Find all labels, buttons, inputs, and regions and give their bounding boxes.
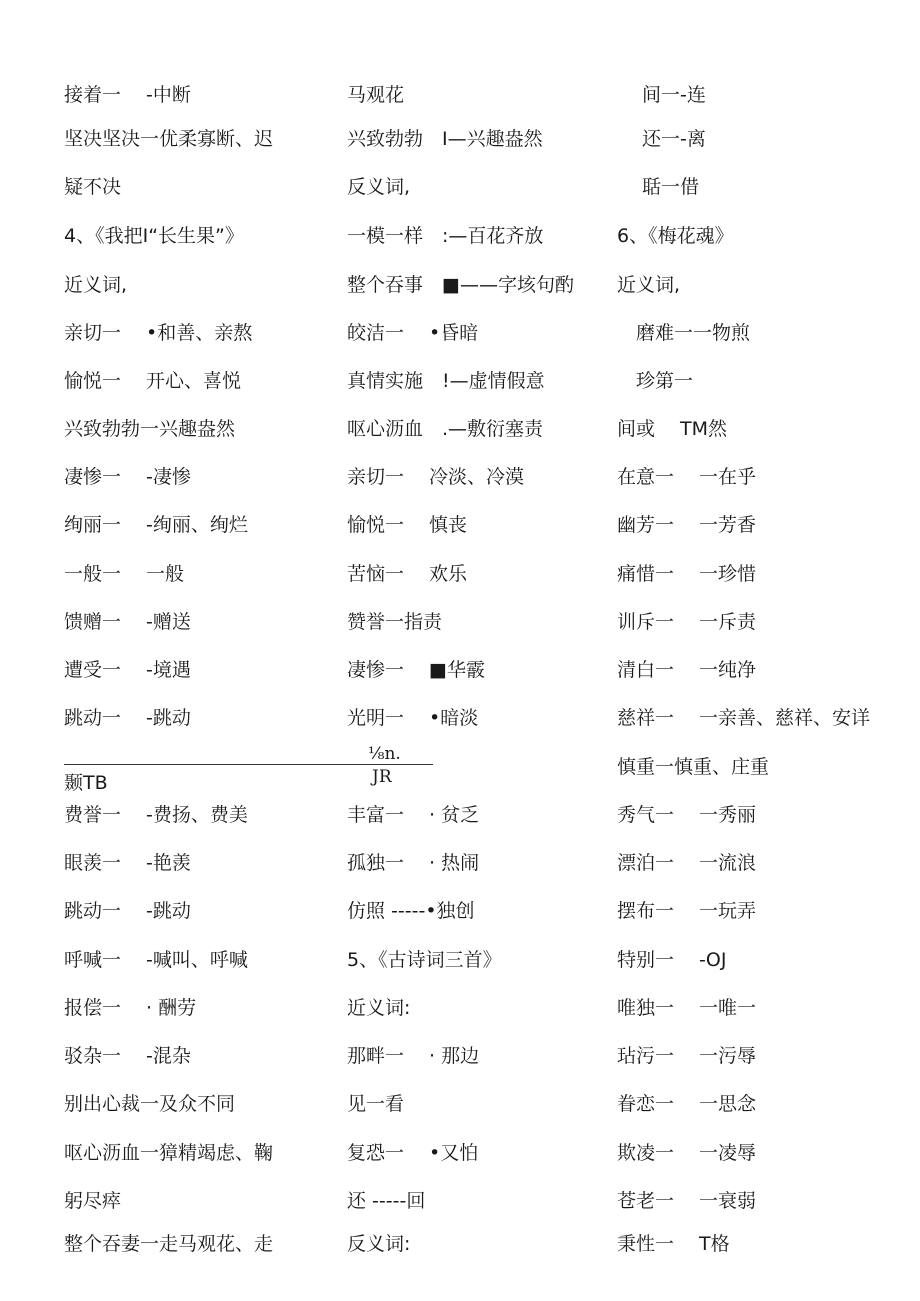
vocab-line: 愉悦一 慎丧 [347,514,468,536]
vocab-line: 还一-离 [617,128,706,150]
vocab-line: 愉悦一 开心、喜悦 [64,370,242,392]
vocab-line: 5、《古诗词三首》 [347,949,502,971]
vocab-line: 近义词: [347,997,411,1019]
vocab-line: 凄惨一 ■华霰 [347,659,485,681]
vocab-line: 见一看 [347,1093,405,1115]
vocab-line: 亲切一 冷淡、冷漠 [347,466,525,488]
vocab-line: 兴致勃勃一兴趣盎然 [64,418,236,440]
vocab-line: 疑不决 [64,176,122,198]
vocab-line: 整个吞事 ■——字垓句酌 [347,274,574,296]
vocab-line: 眷恋一 一思念 [617,1093,757,1115]
vocab-line: 近义词, [64,274,128,296]
vocab-line: 光明一 •暗淡 [347,707,479,729]
vocab-line: 接着一 -中断 [64,84,191,106]
vocab-line: 反义词, [347,176,411,198]
vocab-line: 坚决坚决一优柔寡断、迟 [64,128,274,150]
vocab-line: 清白一 一纯净 [617,659,757,681]
vocab-line: 4、《我把I“长生果”》 [64,225,244,247]
vocab-line: 一般一 一般 [64,563,185,585]
vocab-line: 摆布一 一玩弄 [617,900,757,922]
vocab-line: 报偿一 · 酬劳 [64,997,197,1019]
vocab-line: 仿照 -----•独创 [347,900,475,922]
vocab-line: 磨难一一物煎 [617,322,751,344]
vocab-line: 眼羡一 -艳羡 [64,852,191,874]
vocab-line: 聒一借 [617,176,700,198]
vocab-line: 近义词, [617,274,681,296]
vocab-line: 丰富一 · 贫乏 [347,804,480,826]
vocab-line: 皎洁一 •昏暗 [347,322,479,344]
vocab-line: 珍第一 [617,370,694,392]
vocab-line: 慈祥一 一亲善、慈祥、安详 [617,707,871,729]
vocab-line: 训斥一 一斥责 [617,611,757,633]
vocab-line: 跳动一 -跳动 [64,707,191,729]
stray-mark-1: ⅛n. [368,744,401,764]
vocab-line: 间或 TM然 [617,418,728,440]
vocab-line: 一模一样 :—百花齐放 [347,225,544,247]
vocab-line: 躬尽瘁 [64,1190,122,1212]
vocab-line: 费誉一 -费扬、费美 [64,804,248,826]
vocab-line: 秀气一 一秀丽 [617,804,757,826]
vocab-line: 幽芳一 一芳香 [617,514,757,536]
vocab-line: 兴致勃勃 I—兴趣盎然 [347,128,543,150]
horizontal-rule [64,764,433,765]
vocab-line: 赞誉一指责 [347,611,443,633]
vocab-line: 慎重一慎重、庄重 [617,756,770,778]
vocab-line: 跳动一 -跳动 [64,900,191,922]
vocab-line: 唯独一 一唯一 [617,997,757,1019]
vocab-line: 绚丽一 -绚丽、绚烂 [64,514,248,536]
vocab-line: 孤独一 · 热闹 [347,852,480,874]
vocab-line: 在意一 一在乎 [617,466,757,488]
vocab-line: 漂泊一 一流浪 [617,852,757,874]
vocab-line: 苍老一 一衰弱 [617,1190,757,1212]
vocab-line: 凄惨一 -凄惨 [64,466,191,488]
vocab-line: 马观花 [347,84,405,106]
vocab-line: 6、《梅花魂》 [617,225,734,247]
vocab-line: 苦恼一 欢乐 [347,563,468,585]
vocab-line: 欺凌一 一凌辱 [617,1142,757,1164]
vocab-line: 玷污一 一污辱 [617,1045,757,1067]
vocab-line: 那畔一 · 那边 [347,1045,480,1067]
vocab-line: 特别一 -OJ [617,949,727,971]
vocab-line: 别出心裁一及众不同 [64,1093,236,1115]
vocab-line: 秉性一 T格 [617,1233,730,1255]
vocab-line: 亲切一 •和善、亲熬 [64,322,253,344]
vocab-line: 反义词: [347,1233,411,1255]
vocab-line: 馈赠一 -赠送 [64,611,191,633]
vocab-line: 颞TB [64,772,108,794]
vocab-line: 痛惜一 一珍惜 [617,563,757,585]
vocab-line: 复恐一 •又怕 [347,1142,479,1164]
vocab-line: 真情实施 !—虚情假意 [347,370,545,392]
vocab-line: 间一-连 [617,84,706,106]
vocab-line: 呼喊一 -喊叫、呼喊 [64,949,248,971]
vocab-line: 呕心沥血一獐精竭虑、鞠 [64,1142,274,1164]
vocab-line: 整个吞妻一走马观花、走 [64,1233,274,1255]
vocab-line: 呕心沥血 .—敷衍塞责 [347,418,544,440]
stray-mark-2: JR [372,767,392,787]
vocab-line: 还 -----回 [347,1190,426,1212]
vocab-line: 驳杂一 -混杂 [64,1045,191,1067]
vocab-line: 遭受一 -境遇 [64,659,191,681]
